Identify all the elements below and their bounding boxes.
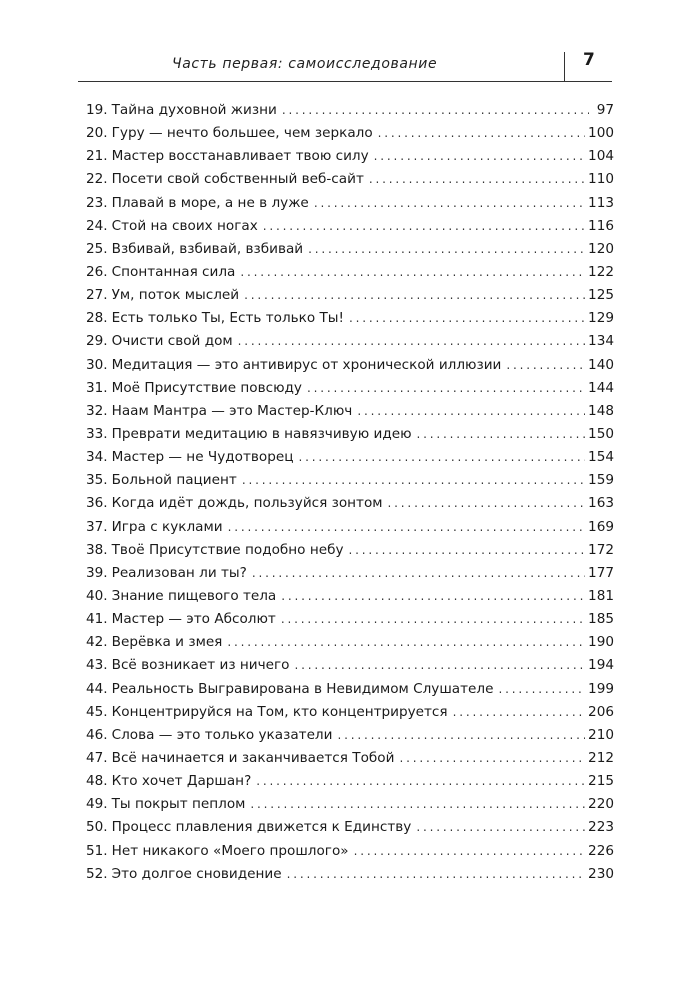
toc-dot-leader xyxy=(242,469,585,492)
toc-entry-page: 144 xyxy=(588,379,614,396)
toc-entry xyxy=(86,423,614,446)
toc-entry-title: Знание пищевого тела xyxy=(111,587,277,604)
toc-entry-page: 177 xyxy=(588,564,614,581)
toc-entry-page: 163 xyxy=(588,495,614,512)
toc-entry xyxy=(86,354,614,377)
toc-entry xyxy=(86,840,614,863)
toc-entry-number: 36. xyxy=(86,495,108,512)
toc-entry-title: Процесс плавления движется к Единству xyxy=(111,819,412,836)
running-header xyxy=(78,44,612,84)
toc-dot-leader xyxy=(238,330,585,353)
toc-entry-number: 28. xyxy=(86,310,108,327)
toc-dot-leader xyxy=(263,215,585,238)
toc-entry-page: 154 xyxy=(588,449,614,466)
toc-entry-number: 46. xyxy=(86,726,108,743)
toc-entry-page: 172 xyxy=(588,541,614,558)
toc-entry xyxy=(86,678,614,701)
toc-entry xyxy=(86,377,614,400)
toc-entry-title: Реализован ли ты? xyxy=(111,564,247,581)
toc-entry-title: Реальность Выгравирована в Невидимом Слушателе xyxy=(111,680,494,697)
toc-entry-title: Твоё Присутствие подобно небу xyxy=(111,541,344,558)
toc-dot-leader xyxy=(281,585,585,608)
toc-dot-leader xyxy=(378,122,585,145)
toc-entry-title: Всё возникает из ничего xyxy=(111,657,290,674)
toc-entry xyxy=(86,492,614,515)
toc-dot-leader xyxy=(228,516,585,539)
toc-entry-number: 47. xyxy=(86,749,108,766)
toc-entry-page: 215 xyxy=(588,773,614,790)
toc-entry-number: 37. xyxy=(86,518,108,535)
toc-entry-page: 110 xyxy=(588,171,614,188)
toc-entry-number: 35. xyxy=(86,472,108,489)
toc-entry-title: Спонтанная сила xyxy=(111,263,236,280)
toc-dot-leader xyxy=(337,724,585,747)
toc-entry-page: 190 xyxy=(588,634,614,651)
toc-dot-leader xyxy=(282,99,589,122)
toc-entry-number: 26. xyxy=(86,263,108,280)
toc-entry-page: 199 xyxy=(588,680,614,697)
toc-entry-number: 30. xyxy=(86,356,108,373)
toc-entry xyxy=(86,238,614,261)
toc-entry xyxy=(86,585,614,608)
toc-entry-page: 129 xyxy=(588,310,614,327)
toc-entry-number: 40. xyxy=(86,587,108,604)
toc-entry-page: 113 xyxy=(588,194,614,211)
toc-entry-number: 44. xyxy=(86,680,108,697)
toc-entry xyxy=(86,747,614,770)
toc-entry-page: 210 xyxy=(588,726,614,743)
toc-entry-title: Игра с куклами xyxy=(111,518,223,535)
toc-entry xyxy=(86,539,614,562)
toc-dot-leader xyxy=(250,793,585,816)
toc-entry-title: Мастер — не Чудотворец xyxy=(111,449,294,466)
toc-entry-number: 39. xyxy=(86,564,108,581)
running-title: Часть первая: самоисследование xyxy=(172,56,438,72)
page-number: 7 xyxy=(583,50,595,70)
toc-entry xyxy=(86,608,614,631)
toc-entry xyxy=(86,516,614,539)
toc-entry xyxy=(86,145,614,168)
toc-dot-leader xyxy=(374,145,585,168)
toc-entry-number: 25. xyxy=(86,240,108,257)
toc-entry-page: 194 xyxy=(588,657,614,674)
toc-entry-title: Посети свой собственный веб-сайт xyxy=(111,171,364,188)
header-separator xyxy=(564,52,565,82)
toc-dot-leader xyxy=(417,423,586,446)
toc-dot-leader xyxy=(416,816,585,839)
toc-entry-page: 120 xyxy=(588,240,614,257)
toc-entry-title: Когда идёт дождь, пользуйся зонтом xyxy=(111,495,383,512)
toc-entry-page: 181 xyxy=(588,587,614,604)
toc-entry-title: Наам Мантра — это Мастер-Ключ xyxy=(111,402,353,419)
toc-entry xyxy=(86,168,614,191)
toc-dot-leader xyxy=(388,492,586,515)
toc-entry-page: 148 xyxy=(588,402,614,419)
toc-entry-number: 43. xyxy=(86,657,108,674)
toc-entry-page: 150 xyxy=(588,425,614,442)
toc-entry xyxy=(86,724,614,747)
toc-entry-number: 32. xyxy=(86,402,108,419)
toc-entry-page: 100 xyxy=(588,125,614,142)
toc-dot-leader xyxy=(298,446,585,469)
toc-entry xyxy=(86,562,614,585)
toc-dot-leader xyxy=(240,261,585,284)
toc-dot-leader xyxy=(308,238,585,261)
toc-entry-title: Концентрируйся на Том, кто концентрируется xyxy=(111,703,448,720)
toc-entry xyxy=(86,631,614,654)
toc-dot-leader xyxy=(399,747,585,770)
toc-dot-leader xyxy=(295,654,586,677)
toc-entry-number: 52. xyxy=(86,865,108,882)
toc-entry-page: 122 xyxy=(588,263,614,280)
toc-entry-number: 51. xyxy=(86,842,108,859)
toc-entry xyxy=(86,284,614,307)
toc-dot-leader xyxy=(506,354,585,377)
toc-entry xyxy=(86,816,614,839)
toc-entry xyxy=(86,307,614,330)
toc-entry xyxy=(86,400,614,423)
toc-dot-leader xyxy=(369,168,585,191)
toc-entry-number: 24. xyxy=(86,217,108,234)
toc-entry-title: Плавай в море, а не в луже xyxy=(111,194,309,211)
toc-dot-leader xyxy=(307,377,585,400)
toc-entry xyxy=(86,770,614,793)
toc-entry-number: 45. xyxy=(86,703,108,720)
toc-entry xyxy=(86,99,614,122)
toc-entry-title: Есть только Ты, Есть только Ты! xyxy=(111,310,344,327)
toc-entry-page: 134 xyxy=(588,333,614,350)
toc-entry-number: 29. xyxy=(86,333,108,350)
toc-entry-number: 31. xyxy=(86,379,108,396)
toc-entry-page: 140 xyxy=(588,356,614,373)
toc-entry-number: 20. xyxy=(86,125,108,142)
toc-entry-number: 27. xyxy=(86,287,108,304)
toc-dot-leader xyxy=(244,284,585,307)
toc-entry-title: Мастер — это Абсолют xyxy=(111,611,276,628)
header-rule xyxy=(78,81,612,82)
toc-entry-number: 21. xyxy=(86,148,108,165)
toc-entry-title: Стой на своих ногах xyxy=(111,217,258,234)
toc-entry-number: 48. xyxy=(86,773,108,790)
toc-entry-title: Ум, поток мыслей xyxy=(111,287,240,304)
toc-entry xyxy=(86,192,614,215)
toc-entry xyxy=(86,215,614,238)
toc-entry-title: Кто хочет Даршан? xyxy=(111,773,252,790)
toc-entry xyxy=(86,701,614,724)
toc-dot-leader xyxy=(349,307,585,330)
toc-entry-page: 104 xyxy=(588,148,614,165)
table-of-contents xyxy=(86,99,614,886)
toc-entry-number: 41. xyxy=(86,611,108,628)
toc-entry xyxy=(86,654,614,677)
toc-dot-leader xyxy=(354,840,585,863)
toc-entry-number: 49. xyxy=(86,796,108,813)
toc-entry-number: 42. xyxy=(86,634,108,651)
toc-entry xyxy=(86,469,614,492)
toc-entry xyxy=(86,330,614,353)
toc-entry-page: 116 xyxy=(588,217,614,234)
toc-entry-title: Преврати медитацию в навязчивую идею xyxy=(111,425,412,442)
toc-dot-leader xyxy=(252,562,585,585)
toc-dot-leader xyxy=(287,863,585,886)
toc-entry-title: Слова — это только указатели xyxy=(111,726,333,743)
toc-entry xyxy=(86,261,614,284)
toc-entry-number: 33. xyxy=(86,425,108,442)
toc-entry xyxy=(86,793,614,816)
toc-entry-page: 220 xyxy=(588,796,614,813)
toc-dot-leader xyxy=(314,192,585,215)
toc-dot-leader xyxy=(227,631,585,654)
toc-entry-page: 223 xyxy=(588,819,614,836)
toc-dot-leader xyxy=(256,770,585,793)
toc-entry-title: Верёвка и змея xyxy=(111,634,223,651)
toc-entry-page: 169 xyxy=(588,518,614,535)
toc-entry-title: Моё Присутствие повсюду xyxy=(111,379,302,396)
toc-entry xyxy=(86,446,614,469)
toc-dot-leader xyxy=(357,400,585,423)
toc-dot-leader xyxy=(281,608,585,631)
toc-dot-leader xyxy=(349,539,586,562)
toc-entry-page: 97 xyxy=(596,102,614,118)
toc-entry-page: 185 xyxy=(588,611,614,628)
toc-entry-number: 22. xyxy=(86,171,108,188)
toc-entry-title: Ты покрыт пеплом xyxy=(111,796,246,813)
toc-dot-leader xyxy=(498,678,585,701)
toc-entry-title: Очисти свой дом xyxy=(111,333,233,350)
toc-entry-number: 23. xyxy=(86,194,108,211)
toc-entry-title: Больной пациент xyxy=(111,472,237,489)
toc-entry-page: 230 xyxy=(588,865,614,882)
toc-entry-title: Мастер восстанавливает твою силу xyxy=(111,148,369,165)
toc-entry-page: 206 xyxy=(588,703,614,720)
toc-entry-number: 50. xyxy=(86,819,108,836)
toc-entry-title: Тайна духовной жизни xyxy=(111,102,277,118)
toc-entry-page: 212 xyxy=(588,749,614,766)
toc-entry-number: 19. xyxy=(86,102,108,118)
toc-entry-title: Нет никакого «Моего прошлого» xyxy=(111,842,349,859)
toc-entry-title: Это долгое сновидение xyxy=(111,865,282,882)
toc-entry-page: 226 xyxy=(588,842,614,859)
toc-entry-page: 125 xyxy=(588,287,614,304)
toc-entry-number: 38. xyxy=(86,541,108,558)
toc-entry-page: 159 xyxy=(588,472,614,489)
toc-entry-number: 34. xyxy=(86,449,108,466)
toc-dot-leader xyxy=(453,701,585,724)
toc-entry xyxy=(86,122,614,145)
toc-entry xyxy=(86,863,614,886)
toc-entry-title: Медитация — это антивирус от хронической иллюзии xyxy=(111,356,502,373)
toc-entry-title: Всё начинается и заканчивается Тобой xyxy=(111,749,395,766)
toc-entry-title: Взбивай, взбивай, взбивай xyxy=(111,240,304,257)
toc-entry-title: Гуру — нечто большее, чем зеркало xyxy=(111,125,373,142)
